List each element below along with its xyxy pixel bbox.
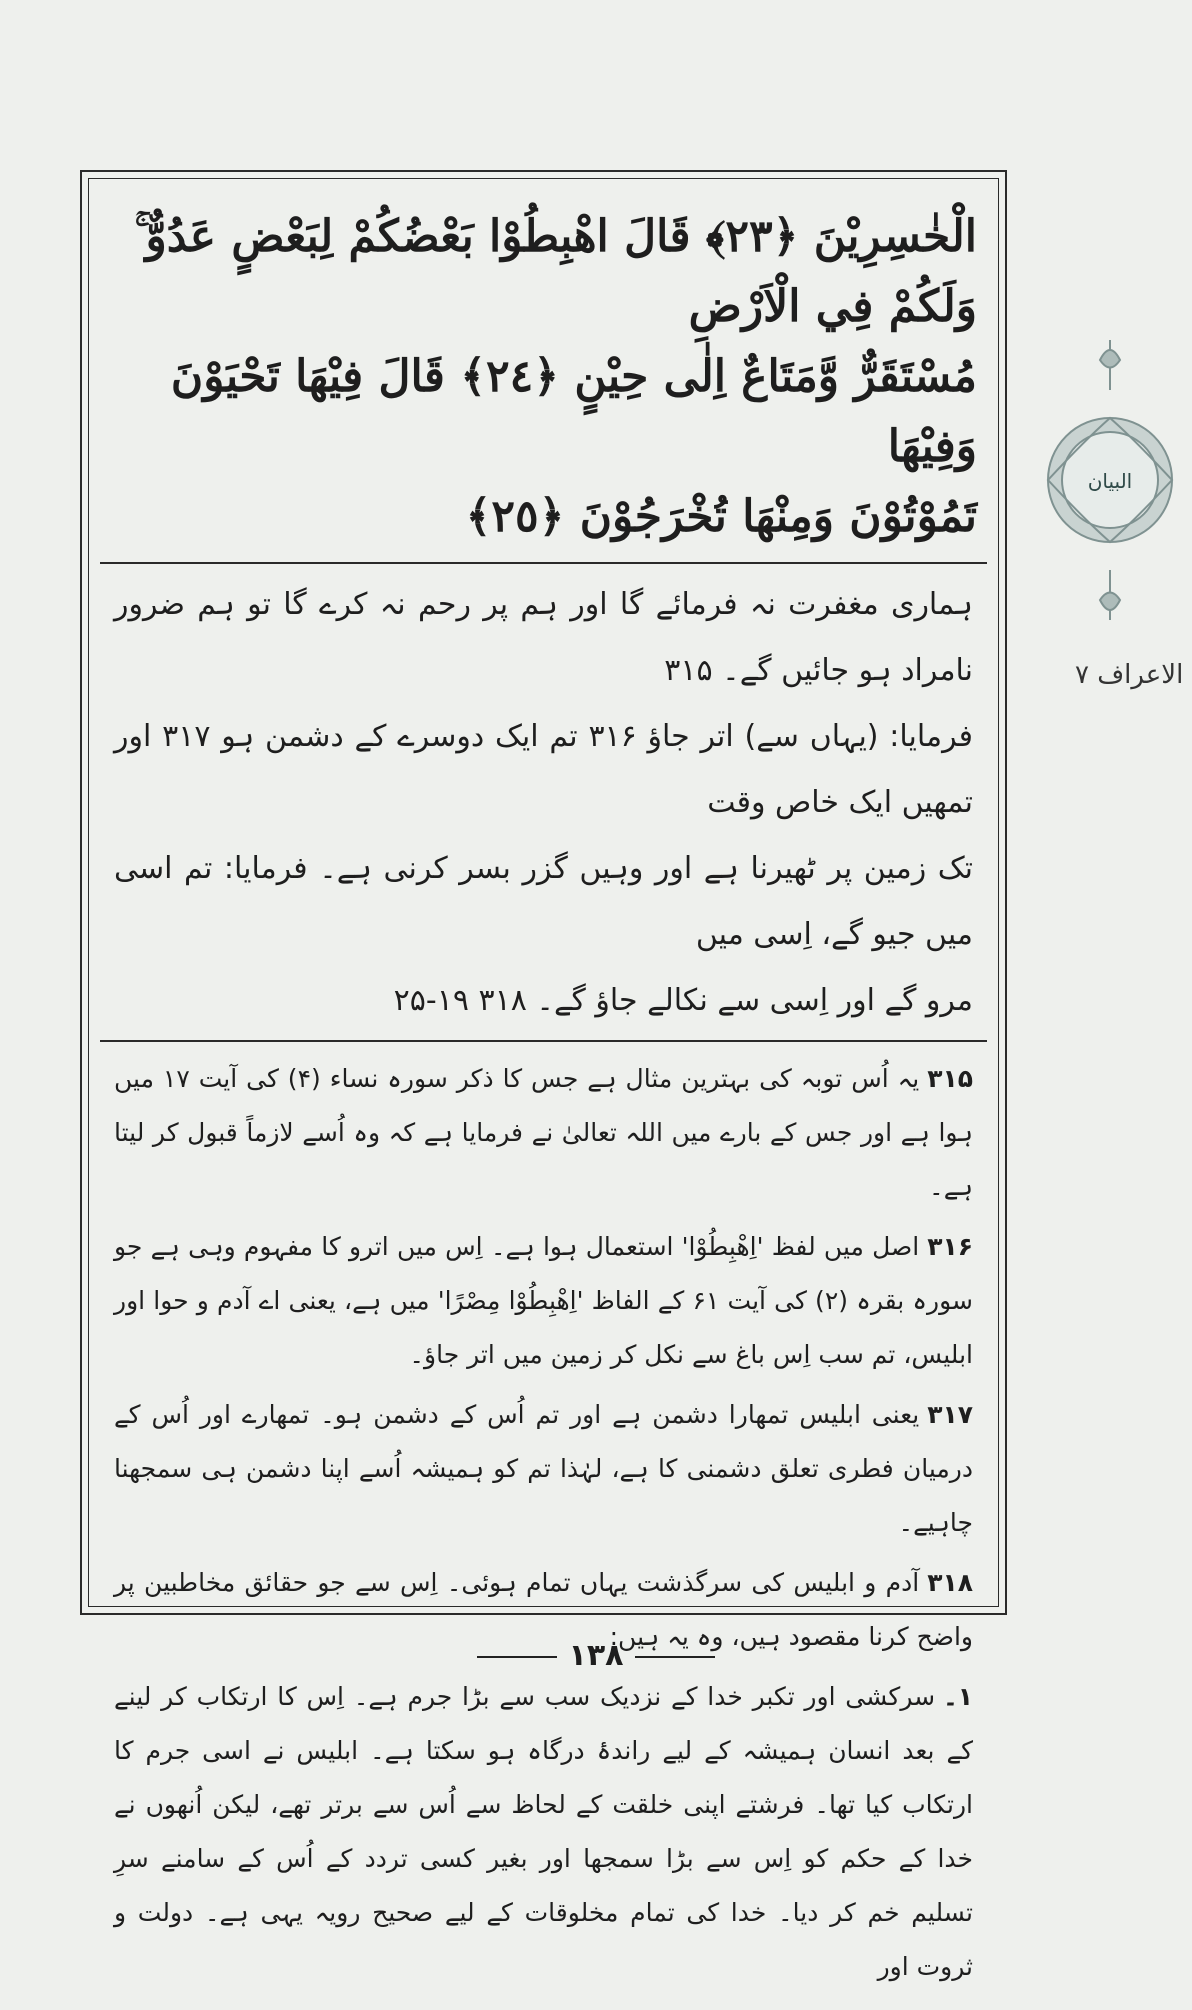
- footnote-number: ۱۔: [943, 1682, 973, 1711]
- footnote-number: ۳۱۵: [927, 1064, 973, 1093]
- surah-name: الاعراف: [1097, 660, 1184, 690]
- translation: [100, 564, 987, 1040]
- page-number-value: ۱۳۸: [568, 1638, 624, 1673]
- floral-medallion-icon: [1040, 330, 1180, 630]
- arabic-line: مُسْتَقَرٌّ وَّمَتَاعٌ اِلٰى حِيْنٍ ﴿٢٤﴾ قَالَ فِيْهَا تَحْيَوْنَ وَفِيْهَا: [170, 351, 977, 472]
- page-content: [100, 190, 987, 2010]
- arabic-line: الْخٰسِرِيْنَ ﴿٢٣﴾ قَالَ اهْبِطُوْا بَعْضُكُمْ لِبَعْضٍ عَدُوٌّ ۚ وَلَكُمْ فِي الْاَرْضِ: [134, 211, 977, 332]
- translation-line: فرمایا: (یہاں سے) اتر جاؤ ۳۱۶ تم ایک دوسرے کے دشمن ہو ۳۱۷ اور تمھیں ایک خاص وقت: [114, 719, 973, 820]
- footnote: [114, 1670, 973, 1994]
- footnote-number: ۳۱۸: [927, 1568, 973, 1597]
- footnote: [114, 1052, 973, 1214]
- footnote-number: ۳۱۶: [927, 1232, 973, 1261]
- surah-marker: [1075, 660, 1183, 690]
- page-number: [0, 1638, 1192, 1673]
- footnote-number: ۳۱۷: [927, 1400, 973, 1429]
- footnote-text: آدم و ابلیس کی سرگذشت یہاں تمام ہوئی۔ اِس سے جو حقائق مخاطبین پر واضح کرنا مقصود ہیں، وہ یہ ہیں:: [114, 1568, 973, 1651]
- footnote: [114, 1388, 973, 1550]
- footnote-text: سرکشی اور تکبر خدا کے نزدیک سب سے بڑا جرم ہے۔ اِس کا ارتکاب کر لینے کے بعد انسان ہمیشہ کے لیے راندۂ درگاہ ہو سکتا ہے۔ ابلیس نے اسی جرم کا ارتکاب کیا تھا۔ فرشتے اپنی خلقت کے لحاظ سے اُس سے برتر تھے، لیکن اُنھوں نے خدا کے حکم کو اِس سے بڑا سمجھا اور بغیر کسی تردد کے اُس کے سامنے سرِ تسلیم خم کر دیا۔ خدا کی تمام مخلوقات کے لیے صحیح رویہ یہی ہے۔ دولت و ثروت اور: [114, 1682, 973, 1981]
- footnote-text: یہ اُس توبہ کی بہترین مثال ہے جس کا ذکر سورہ نساء (۴) کی آیت ۱۷ میں ہوا ہے اور جس کے بارے میں اللہ تعالیٰ نے فرمایا ہے کہ وہ اُسے لازماً قبول کر لیتا ہے۔: [114, 1064, 973, 1201]
- arabic-verses: [100, 190, 987, 562]
- footnote-text: یعنی ابلیس تمھارا دشمن ہے اور تم اُس کے دشمن ہو۔ تمھارے اور اُس کے درمیان فطری تعلق دشمنی کا ہے، لہٰذا تم کو ہمیشہ اُسے اپنا دشمن ہی سمجھنا چاہیے۔: [114, 1400, 973, 1537]
- page-number-dash: [635, 1656, 715, 1658]
- translation-line: مرو گے اور اِسی سے نکالے جاؤ گے۔ ۳۱۸ ۱۹-۲۵: [393, 983, 973, 1018]
- ornament-label: البيان: [1087, 469, 1133, 493]
- translation-line: ہماری مغفرت نہ فرمائے گا اور ہم پر رحم نہ کرے گا تو ہم ضرور نامراد ہو جائیں گے۔ ۳۱۵: [114, 587, 973, 688]
- surah-number: ٧: [1075, 660, 1089, 690]
- footnote: [114, 1220, 973, 1382]
- page-number-dash: [477, 1656, 557, 1658]
- arabic-line: تَمُوْتُوْنَ وَمِنْهَا تُخْرَجُوْنَ ﴿٢٥﴾: [465, 491, 977, 542]
- footnote-text: اصل میں لفظ 'اِهْبِطُوْا' استعمال ہوا ہے۔ اِس میں اترو کا مفہوم وہی ہے جو سورہ بقرہ (۲) کی آیت ۶۱ کے الفاظ 'اِهْبِطُوْا مِصْرًا' میں ہے، یعنی اے آدم و حوا اور ابلیس، تم سب اِس باغ سے نکل کر زمین میں اتر جاؤ۔: [114, 1232, 973, 1369]
- footnotes: [100, 1042, 987, 2010]
- translation-line: تک زمین پر ٹھیرنا ہے اور وہیں گزر بسر کرنی ہے۔ فرمایا: تم اسی میں جیو گے، اِسی میں: [114, 851, 973, 952]
